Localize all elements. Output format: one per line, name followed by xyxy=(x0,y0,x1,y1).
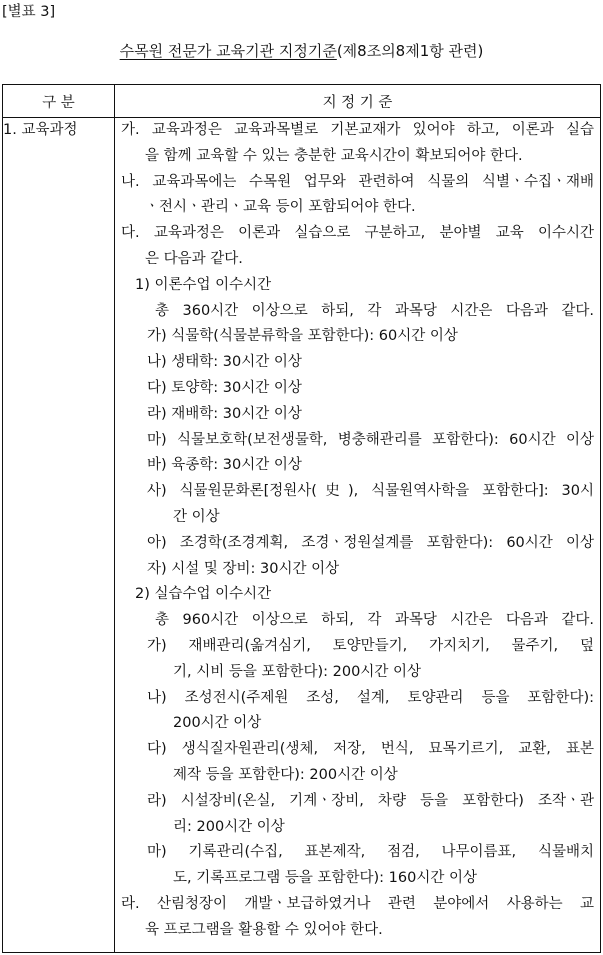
theory-subject: 가) 식물학(식물분류학을 포함한다): 60시간 이상 xyxy=(147,328,458,345)
practice-subject: 기, 시비 등을 포함한다): 200시간 이상 xyxy=(173,663,421,680)
practice-subject: 다) 생식질자원관리(생체, 저장, 번식, 묘목기르기, 교환, 표본 xyxy=(147,741,594,758)
practice-subject: 나) 조성전시(주제원 조성, 설계, 토양관리 등을 포함한다): xyxy=(147,689,594,706)
theory-total: 총 360시간 이상으로 하되, 각 과목당 시간은 다음과 같다. xyxy=(155,302,594,319)
title-main: 수목원 전문가 교육기관 지정기준 xyxy=(119,42,337,60)
practice-subject: 200시간 이상 xyxy=(173,715,262,732)
practice-subject: 라) 시설장비(온실, 기계ㆍ장비, 차량 등을 포함한다) 조작ㆍ관 xyxy=(147,792,594,809)
theory-heading: 1) 이론수업 이수시간 xyxy=(135,276,272,293)
item-ra-line: 라. 산림청장이 개발ㆍ보급하였거나 관련 분야에서 사용하는 교 xyxy=(121,895,594,912)
item-na-line: 나. 교육과목에는 수목원 업무와 관련하여 식물의 식별ㆍ수집ㆍ재배 xyxy=(121,173,594,190)
header-category: 구 분 xyxy=(3,85,115,118)
item-da-line: 다. 교육과정은 이론과 실습으로 구분하고, 분야별 교육 이수시간 xyxy=(121,225,594,242)
practice-subject: 제작 등을 포함한다): 200시간 이상 xyxy=(173,766,398,783)
practice-subject: 리: 200시간 이상 xyxy=(173,818,285,835)
item-ga-line: 가. 교육과정은 교육과목별로 기본교재가 있어야 하고, 이론과 실습 xyxy=(121,122,594,138)
practice-subject: 가) 재배관리(옮겨심기, 토양만들기, 가지치기, 물주기, 덮 xyxy=(147,637,594,654)
theory-subject: 간 이상 xyxy=(173,508,220,525)
title-sub: (제8조의8제1항 관련) xyxy=(336,42,484,60)
theory-subject: 다) 토양학: 30시간 이상 xyxy=(147,379,302,396)
theory-subject: 아) 조경학(조경계획, 조경ㆍ정원설계를 포함한다): 60시간 이상 xyxy=(147,534,594,551)
table-row xyxy=(3,118,601,953)
theory-subject: 라) 재배학: 30시간 이상 xyxy=(147,405,302,422)
item-ra-line: 육 프로그램을 활용할 수 있어야 한다. xyxy=(145,921,383,938)
theory-subject: 자) 시설 및 장비: 30시간 이상 xyxy=(147,560,340,577)
practice-subject: 마) 기록관리(수집, 표본제작, 점검, 나무이름표, 식물배치 xyxy=(147,844,594,861)
item-na-line: ㆍ전시ㆍ관리ㆍ교육 등이 포함되어야 한다. xyxy=(145,199,416,216)
item-ga-line: 을 함께 교육할 수 있는 충분한 교육시간이 확보되어야 한다. xyxy=(145,147,523,164)
theory-subject: 바) 육종학: 30시간 이상 xyxy=(147,457,302,474)
theory-subject: 나) 생태학: 30시간 이상 xyxy=(147,354,302,371)
practice-subject: 도, 기록프로그램 등을 포함한다): 160시간 이상 xyxy=(173,870,477,887)
criteria-cell xyxy=(115,118,601,953)
theory-subject: 마) 식물보호학(보전생물학, 병충해관리를 포함한다): 60시간 이상 xyxy=(147,431,594,448)
practice-total: 총 960시간 이상으로 하되, 각 과목당 시간은 다음과 같다. xyxy=(155,612,594,629)
header-criteria: 지 정 기 준 xyxy=(115,85,601,118)
practice-heading: 2) 실습수업 이수시간 xyxy=(135,586,272,603)
item-da-line: 은 다음과 같다. xyxy=(145,250,243,267)
annex-label: [별표 3] xyxy=(2,4,56,20)
category-cell: 1. 교육과정 xyxy=(3,118,115,953)
criteria-table xyxy=(2,84,601,953)
document-title xyxy=(0,40,603,61)
table-header-row xyxy=(3,85,601,118)
theory-subject: 사) 식물원문화론[정원사(史), 식물원역사학을 포함한다]: 30시 xyxy=(147,483,594,500)
